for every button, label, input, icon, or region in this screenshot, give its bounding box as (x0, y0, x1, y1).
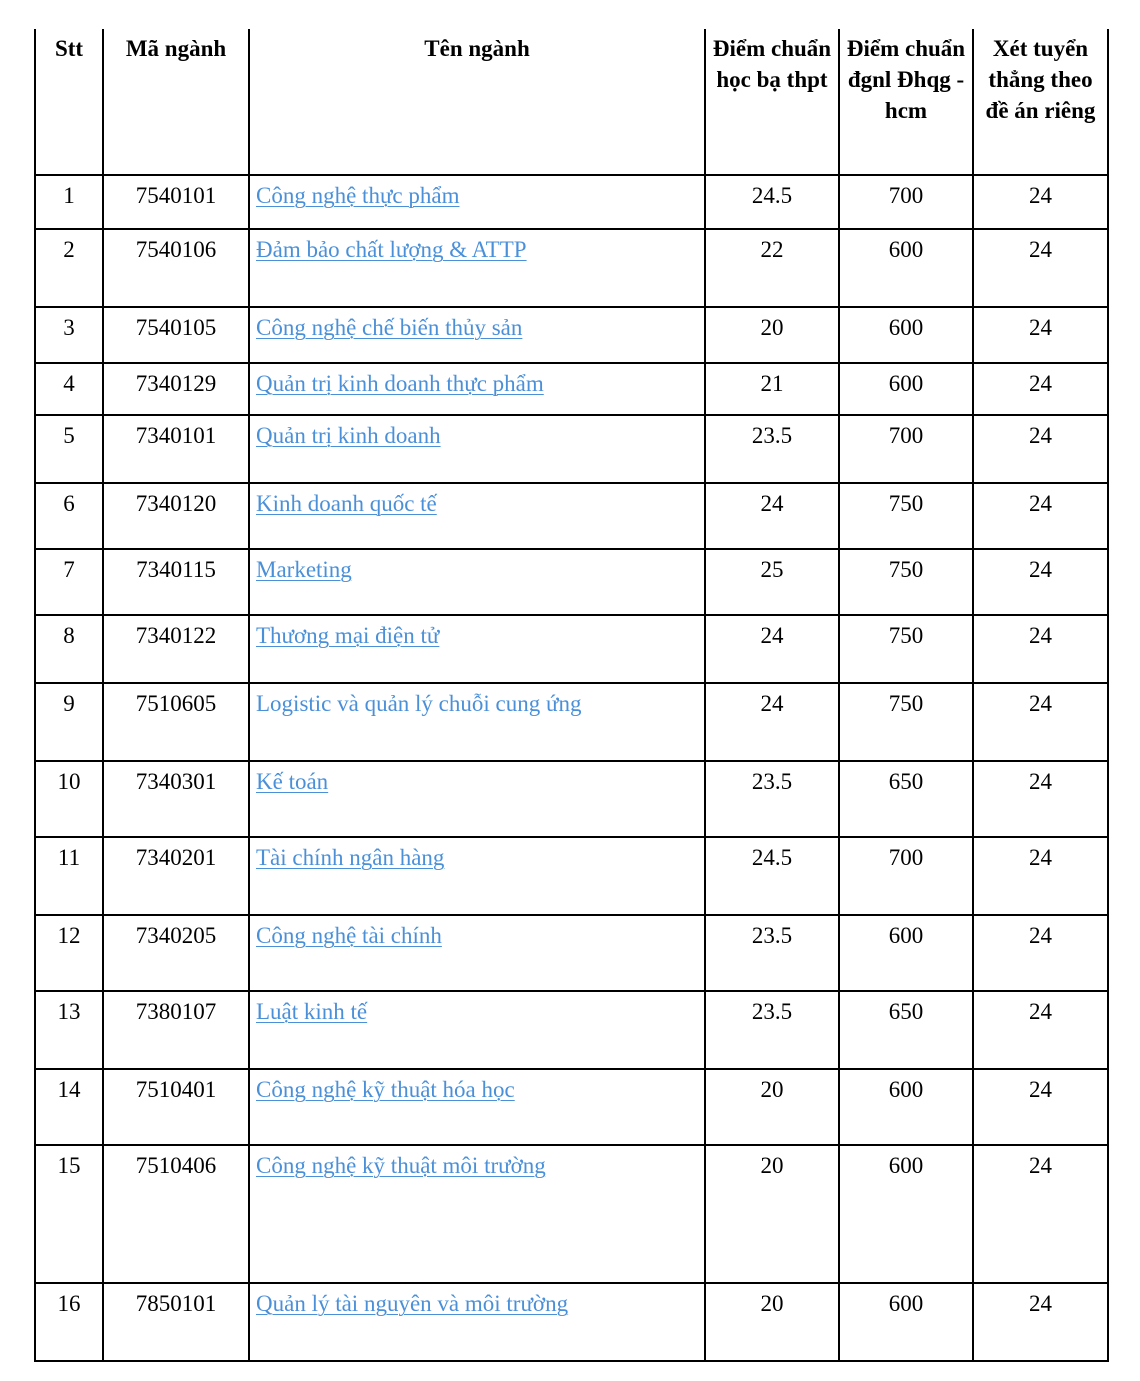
row-xettuyen-score: 24 (973, 175, 1108, 229)
table-row (35, 363, 1108, 415)
header-stt: Stt (35, 29, 103, 175)
row-hocba-score: 24.5 (705, 175, 839, 229)
row-xettuyen-score: 24 (973, 1145, 1108, 1283)
header-hocba: Điểm chuẩn học bạ thpt (705, 29, 839, 175)
row-xettuyen-score: 24 (973, 683, 1108, 761)
row-name (249, 1145, 705, 1283)
header-name: Tên ngành (249, 29, 705, 175)
row-name (249, 483, 705, 549)
row-code: 7340301 (103, 761, 249, 837)
row-name (249, 837, 705, 915)
row-code: 7540105 (103, 307, 249, 363)
row-name (249, 991, 705, 1069)
row-hocba-score: 21 (705, 363, 839, 415)
major-text: Logistic và quản lý chuỗi cung ứng (256, 691, 582, 716)
row-dgnl-score: 750 (839, 483, 973, 549)
major-link[interactable]: Quản lý tài nguyên và môi trường (256, 1291, 569, 1316)
row-code: 7340129 (103, 363, 249, 415)
table-body (35, 175, 1108, 1361)
row-hocba-score: 24 (705, 483, 839, 549)
table-row (35, 175, 1108, 229)
row-name (249, 363, 705, 415)
major-link[interactable]: Công nghệ kỹ thuật hóa học (256, 1077, 515, 1102)
row-hocba-score: 20 (705, 1283, 839, 1361)
row-hocba-score: 23.5 (705, 991, 839, 1069)
table-row (35, 1145, 1108, 1283)
row-hocba-score: 23.5 (705, 915, 839, 991)
row-dgnl-score: 700 (839, 415, 973, 483)
row-code: 7510605 (103, 683, 249, 761)
row-hocba-score: 24.5 (705, 837, 839, 915)
table-row (35, 991, 1108, 1069)
row-name (249, 229, 705, 307)
row-hocba-score: 20 (705, 307, 839, 363)
header-row (35, 29, 1108, 175)
major-link[interactable]: Công nghệ chế biến thủy sản (256, 315, 523, 340)
row-xettuyen-score: 24 (973, 1283, 1108, 1361)
row-stt: 7 (35, 549, 103, 615)
row-hocba-score: 22 (705, 229, 839, 307)
row-dgnl-score: 600 (839, 1145, 973, 1283)
row-stt: 3 (35, 307, 103, 363)
row-name (249, 1069, 705, 1145)
table-row (35, 837, 1108, 915)
row-hocba-score: 25 (705, 549, 839, 615)
row-stt: 1 (35, 175, 103, 229)
table-row (35, 229, 1108, 307)
table-row (35, 915, 1108, 991)
row-stt: 16 (35, 1283, 103, 1361)
table-row (35, 1283, 1108, 1361)
row-name (249, 615, 705, 683)
row-name (249, 1283, 705, 1361)
row-code: 7380107 (103, 991, 249, 1069)
header-code: Mã ngành (103, 29, 249, 175)
row-xettuyen-score: 24 (973, 415, 1108, 483)
table-row (35, 615, 1108, 683)
table-row (35, 1069, 1108, 1145)
row-dgnl-score: 750 (839, 549, 973, 615)
row-code: 7540101 (103, 175, 249, 229)
row-stt: 10 (35, 761, 103, 837)
row-dgnl-score: 650 (839, 761, 973, 837)
row-dgnl-score: 600 (839, 307, 973, 363)
row-stt: 4 (35, 363, 103, 415)
row-code: 7850101 (103, 1283, 249, 1361)
major-link[interactable]: Đảm bảo chất lượng & ATTP (256, 237, 527, 262)
row-xettuyen-score: 24 (973, 837, 1108, 915)
row-stt: 5 (35, 415, 103, 483)
row-code: 7340201 (103, 837, 249, 915)
row-stt: 11 (35, 837, 103, 915)
row-hocba-score: 23.5 (705, 761, 839, 837)
major-link[interactable]: Công nghệ tài chính (256, 923, 442, 948)
row-dgnl-score: 750 (839, 683, 973, 761)
row-stt: 14 (35, 1069, 103, 1145)
row-xettuyen-score: 24 (973, 1069, 1108, 1145)
row-xettuyen-score: 24 (973, 915, 1108, 991)
table-header (35, 29, 1108, 175)
major-link[interactable]: Thương mại điện tử (256, 623, 440, 648)
row-code: 7540106 (103, 229, 249, 307)
row-stt: 2 (35, 229, 103, 307)
row-name (249, 915, 705, 991)
row-xettuyen-score: 24 (973, 549, 1108, 615)
row-dgnl-score: 700 (839, 175, 973, 229)
major-link[interactable]: Kế toán (256, 769, 329, 794)
table-row (35, 483, 1108, 549)
header-xettuyen: Xét tuyển thẳng theo đề án riêng (973, 29, 1108, 175)
row-hocba-score: 23.5 (705, 415, 839, 483)
major-link[interactable]: Công nghệ kỹ thuật môi trường (256, 1153, 546, 1178)
row-code: 7510401 (103, 1069, 249, 1145)
row-hocba-score: 24 (705, 683, 839, 761)
row-xettuyen-score: 24 (973, 615, 1108, 683)
row-stt: 6 (35, 483, 103, 549)
row-code: 7340115 (103, 549, 249, 615)
table-row (35, 415, 1108, 483)
row-dgnl-score: 600 (839, 363, 973, 415)
row-xettuyen-score: 24 (973, 229, 1108, 307)
row-name (249, 307, 705, 363)
row-code: 7340205 (103, 915, 249, 991)
row-name (249, 549, 705, 615)
major-link[interactable]: Quản trị kinh doanh (256, 423, 441, 448)
major-link[interactable]: Công nghệ thực phẩm (256, 183, 460, 208)
major-link[interactable]: Marketing (256, 557, 352, 582)
row-stt: 13 (35, 991, 103, 1069)
row-code: 7510406 (103, 1145, 249, 1283)
row-name (249, 761, 705, 837)
row-hocba-score: 24 (705, 615, 839, 683)
row-dgnl-score: 600 (839, 1069, 973, 1145)
row-dgnl-score: 700 (839, 837, 973, 915)
row-stt: 15 (35, 1145, 103, 1283)
row-name (249, 683, 705, 761)
row-code: 7340120 (103, 483, 249, 549)
major-link[interactable]: Tài chính ngân hàng (256, 845, 445, 870)
row-name (249, 175, 705, 229)
row-dgnl-score: 600 (839, 915, 973, 991)
header-dgnl: Điểm chuẩn đgnl Đhqg - hcm (839, 29, 973, 175)
table-row (35, 307, 1108, 363)
row-dgnl-score: 650 (839, 991, 973, 1069)
row-xettuyen-score: 24 (973, 307, 1108, 363)
row-xettuyen-score: 24 (973, 483, 1108, 549)
row-xettuyen-score: 24 (973, 761, 1108, 837)
table-row (35, 761, 1108, 837)
row-dgnl-score: 600 (839, 229, 973, 307)
row-hocba-score: 20 (705, 1069, 839, 1145)
row-hocba-score: 20 (705, 1145, 839, 1283)
row-xettuyen-score: 24 (973, 991, 1108, 1069)
major-link[interactable]: Luật kinh tế (256, 999, 368, 1024)
row-name (249, 415, 705, 483)
row-stt: 8 (35, 615, 103, 683)
major-link[interactable]: Kinh doanh quốc tế (256, 491, 437, 516)
table-row (35, 549, 1108, 615)
row-dgnl-score: 750 (839, 615, 973, 683)
row-code: 7340101 (103, 415, 249, 483)
major-link[interactable]: Quản trị kinh doanh thực phẩm (256, 371, 544, 396)
row-stt: 9 (35, 683, 103, 761)
row-dgnl-score: 600 (839, 1283, 973, 1361)
table-row (35, 683, 1108, 761)
admission-scores-table (34, 29, 1109, 1362)
row-stt: 12 (35, 915, 103, 991)
row-code: 7340122 (103, 615, 249, 683)
row-xettuyen-score: 24 (973, 363, 1108, 415)
